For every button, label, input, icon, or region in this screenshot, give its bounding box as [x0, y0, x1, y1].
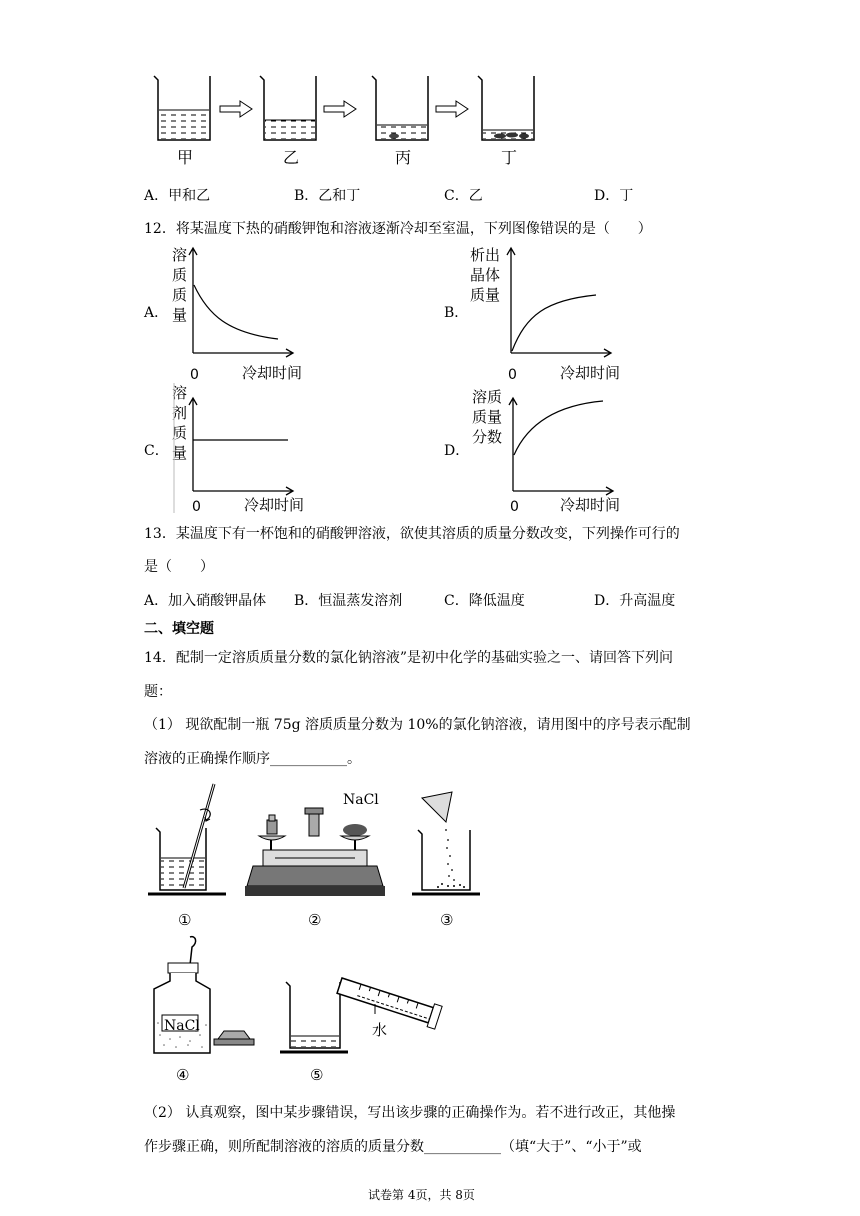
graph-d-plot: [508, 383, 668, 513]
option-b: B．恒温蒸发溶剂: [294, 593, 403, 609]
reagent-bottle-icon: [140, 935, 280, 1060]
ylabel-line: 晶体: [470, 266, 501, 284]
ylabel-line: 分数: [472, 428, 503, 446]
option-d: D．丁: [594, 188, 634, 204]
graph-b-plot: [506, 245, 666, 365]
xlabel: 冷却时间: [560, 496, 621, 514]
graduated-cylinder-pouring-icon: [280, 960, 445, 1060]
option-a: A．甲和乙: [144, 188, 211, 204]
graph-d: [444, 383, 744, 523]
figure-label: ⑤: [310, 1066, 324, 1084]
graph-ylabel: [472, 387, 502, 447]
page-footer: 试卷第 4页，共 8页: [368, 1188, 475, 1202]
beaker-yi: [260, 76, 316, 140]
ylabel-line: 质量: [472, 408, 503, 426]
ylabel-char: 溶: [172, 246, 188, 264]
beaker-ding: [478, 76, 534, 140]
water-label: 水: [372, 1021, 388, 1039]
figure-label: ④: [176, 1066, 190, 1084]
ylabel-char: 剂: [172, 404, 188, 422]
ylabel-char: 量: [172, 444, 188, 462]
question-14-part1-cont: 溶液的正确操作顺序___________。: [144, 751, 361, 767]
question-14-part1: （1） 现欲配制一瓶 75g 溶质质量分数为 10%的氯化钠溶液，请用图中的序号表示配制: [144, 717, 691, 733]
figure-4-reagent-bottle: [140, 935, 280, 1085]
ylabel-line: 析出: [470, 246, 501, 264]
question-12-stem: 12．将某温度下热的硝酸钾饱和溶液逐渐冷却至室温，下列图像错误的是（ ）: [144, 221, 652, 237]
curve-increasing: [514, 401, 603, 455]
graph-a: [144, 245, 444, 385]
graph-option-label: A．: [144, 305, 169, 321]
figure-3-pouring-solid: [412, 790, 502, 930]
graph-option-label: B．: [444, 305, 469, 321]
option-c: C．降低温度: [444, 593, 525, 609]
figure-2-balance: [245, 790, 395, 930]
option-a: A．加入硝酸钾晶体: [144, 593, 267, 609]
ylabel-line: 质量: [470, 286, 501, 304]
question-14-part2: （2） 认真观察，图中某步骤错误，写出该步骤的正确操作为。若不进行改正，其他操: [144, 1105, 676, 1121]
section-heading: 二、填空题: [144, 621, 214, 637]
ylabel-char: 质: [172, 424, 188, 442]
arrow-icon: [324, 101, 356, 117]
figure-1-stirring: [148, 780, 238, 930]
q11-figure: [140, 70, 560, 180]
beaker-label: 甲: [177, 148, 194, 167]
beaker-bing: [372, 76, 428, 140]
option-b: B．乙和丁: [294, 188, 361, 204]
nacl-label: NaCl: [164, 1018, 200, 1034]
xlabel: 冷却时间: [560, 364, 621, 382]
graph-option-label: D．: [444, 443, 470, 459]
figure-label: ③: [440, 911, 454, 929]
beaker-label: 丙: [395, 148, 412, 167]
ylabel-line: 溶质: [472, 388, 503, 406]
beaker-label: 丁: [501, 148, 518, 167]
arrow-icon: [436, 101, 468, 117]
arrow-icon: [220, 101, 252, 117]
graph-c-plot: [188, 383, 348, 513]
question-14-part2-cont: 作步骤正确，则所配制溶液的溶质的质量分数___________（填“大于”、“小于”或: [144, 1139, 642, 1155]
pour-solid-icon: [412, 790, 492, 900]
option-c: C．乙: [444, 188, 483, 204]
beaker-jia: [154, 76, 210, 140]
curve-increasing: [512, 295, 596, 351]
figure-label: ②: [308, 911, 322, 929]
xlabel: 冷却时间: [244, 496, 305, 514]
q11-beaker-diagram: [140, 70, 560, 180]
graph-c: [144, 383, 444, 523]
question-13-stem-cont: 是（ ）: [144, 559, 214, 575]
origin-label: 0: [510, 499, 519, 515]
graph-option-label: C．: [144, 443, 169, 459]
graph-ylabel: [470, 245, 500, 305]
origin-label: 0: [508, 367, 517, 383]
beaker-label: 乙: [283, 148, 300, 167]
question-14-stem-cont: 题：: [144, 684, 172, 700]
graph-b: [444, 245, 744, 385]
ylabel-char: 质: [172, 286, 188, 304]
stirring-beaker-icon: [148, 780, 238, 905]
origin-label: 0: [190, 367, 199, 383]
graph-ylabel: [172, 245, 187, 325]
figure-label: ①: [178, 911, 192, 929]
ylabel-char: 溶: [172, 384, 188, 402]
xlabel: 冷却时间: [242, 364, 303, 382]
origin-label: 0: [192, 499, 201, 515]
graph-a-plot: [188, 245, 348, 365]
option-d: D．升高温度: [594, 593, 676, 609]
curve-decreasing: [194, 285, 278, 339]
question-13-stem: 13．某温度下有一杯饱和的硝酸钾溶液，欲使其溶质的质量分数改变，下列操作可行的: [144, 526, 680, 542]
ylabel-char: 质: [172, 266, 188, 284]
ylabel-char: 量: [172, 306, 188, 324]
question-14-stem: 14．配制一定溶质质量分数的氯化钠溶液”是初中化学的基础实验之一、请回答下列问: [144, 650, 673, 666]
nacl-label: NaCl: [343, 792, 379, 808]
figure-5-pouring-water: [280, 960, 450, 1085]
